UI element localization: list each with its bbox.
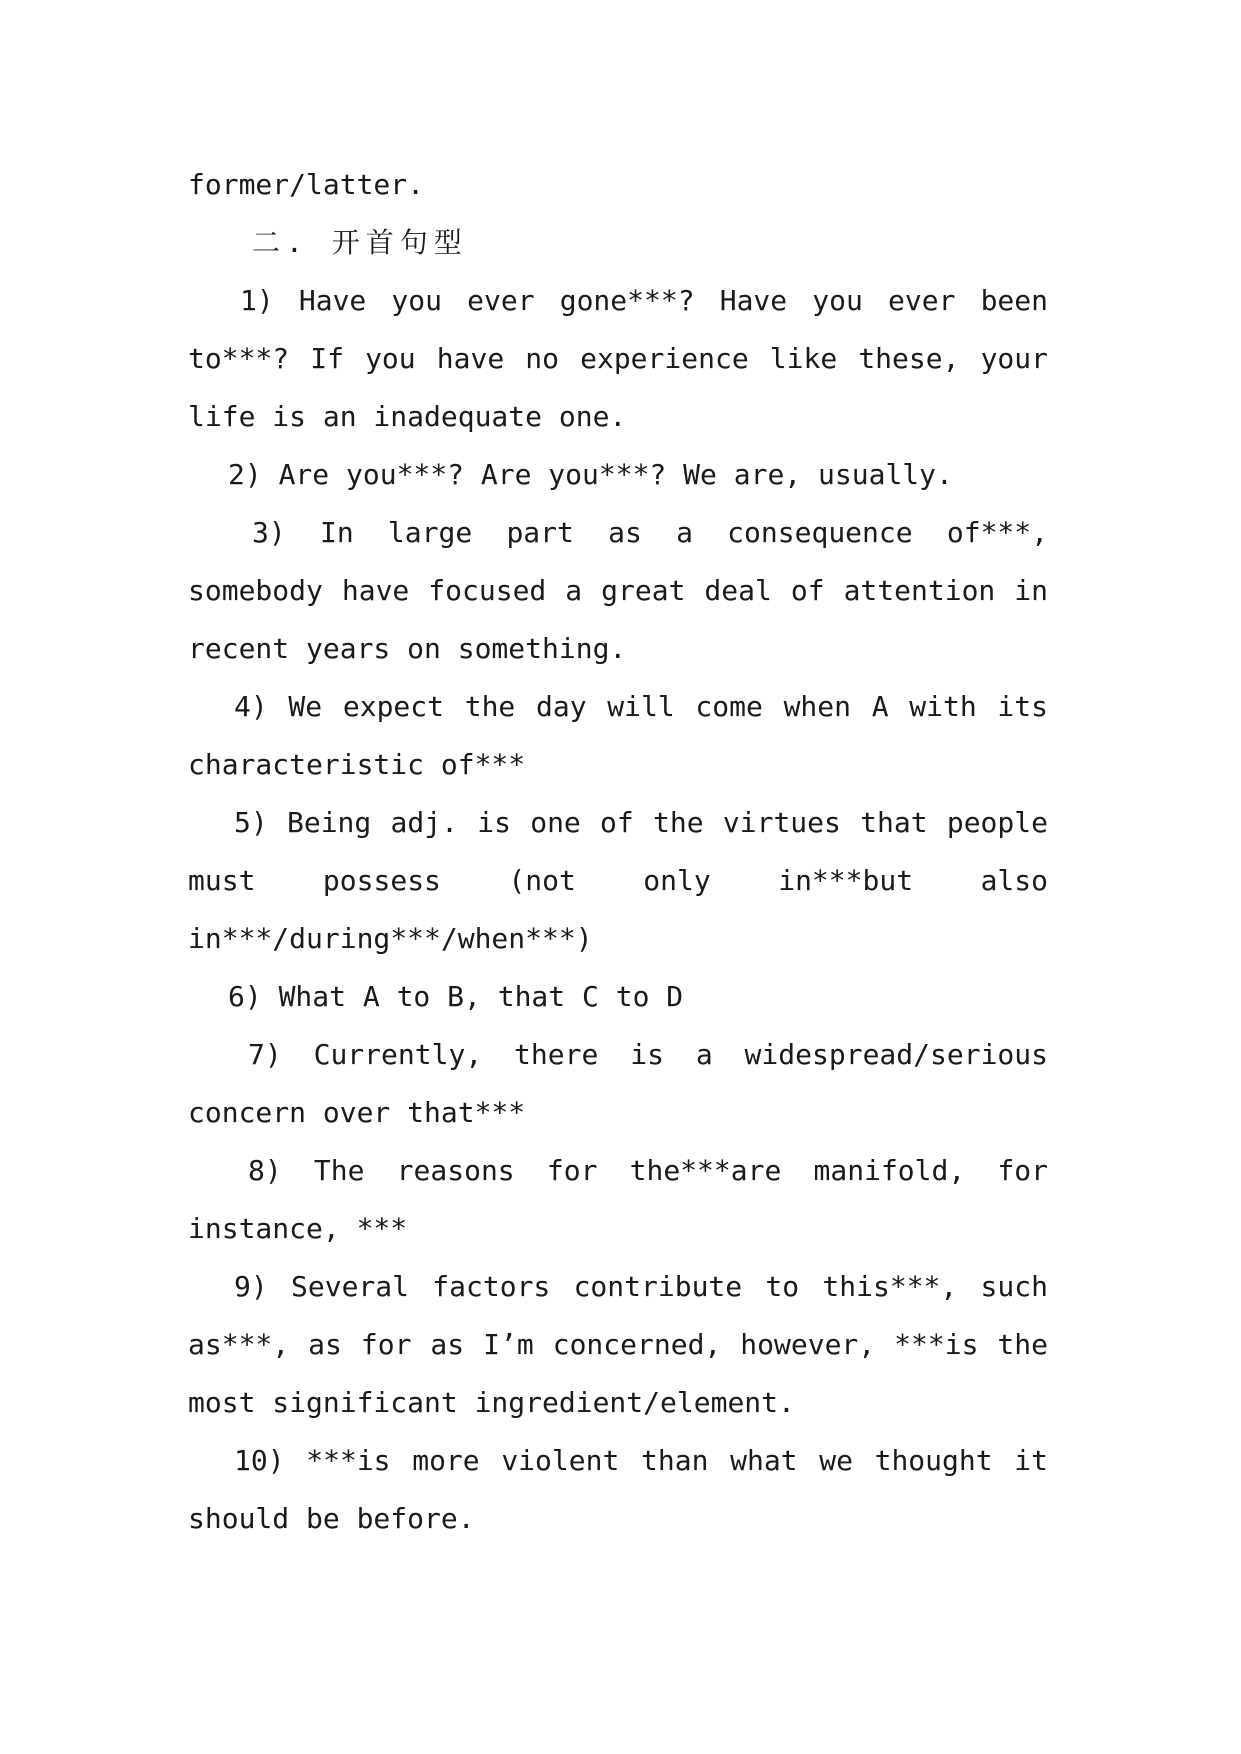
text-line: life is an inadequate one. — [188, 400, 627, 433]
text-line: must possess (not only in***but also — [188, 864, 1048, 897]
document-body — [188, 156, 1048, 1548]
text-line: 8) The reasons for the***are manifold, for — [248, 1154, 1048, 1187]
text-line: 7) Currently, there is a widespread/serious — [248, 1038, 1048, 1071]
text-line: characteristic of*** — [188, 748, 526, 781]
text-line: to***? If you have no experience like these, your — [188, 342, 1048, 375]
text-line: recent years on something. — [188, 632, 627, 665]
text-line: former/latter. — [188, 168, 425, 201]
text-line: instance, *** — [188, 1212, 408, 1245]
text-line: in***/during***/when***) — [188, 922, 593, 955]
text-line: should be before. — [188, 1502, 475, 1535]
text-line: 5) Being adj. is one of the virtues that people — [234, 806, 1048, 839]
text-line: 4) We expect the day will come when A with its — [234, 690, 1048, 723]
text-line: 6) What A to B, that C to D — [228, 980, 684, 1013]
text-line: 1) Have you ever gone***? Have you ever been — [240, 284, 1048, 317]
text-line: most significant ingredient/element. — [188, 1386, 795, 1419]
text-line: 10) ***is more violent than what we thought it — [234, 1444, 1048, 1477]
section-heading: 二. 开首句型 — [252, 226, 468, 259]
text-line: concern over that*** — [188, 1096, 526, 1129]
text-line: 9) Several factors contribute to this***, such — [234, 1270, 1048, 1303]
text-line: as***, as for as I’m concerned, however, ***is the — [188, 1328, 1048, 1361]
text-line: 3) In large part as a consequence of***, — [252, 516, 1048, 549]
text-line: somebody have focused a great deal of attention in — [188, 574, 1048, 607]
text-line: 2) Are you***? Are you***? We are, usually. — [228, 458, 953, 491]
